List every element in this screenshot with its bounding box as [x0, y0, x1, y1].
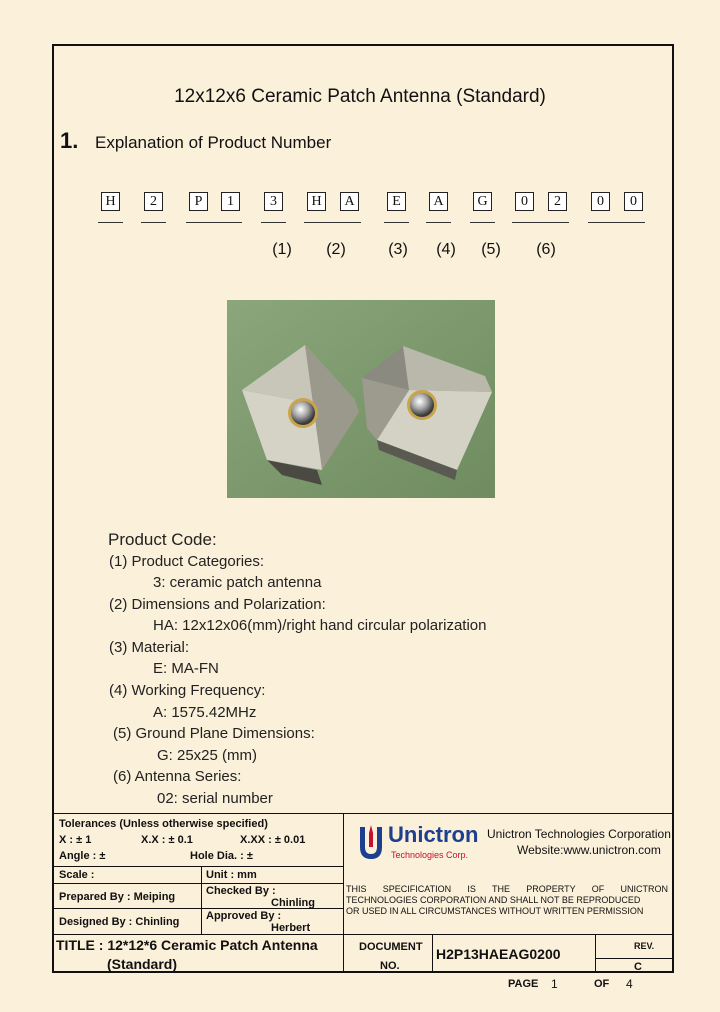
page-total: 4	[626, 977, 633, 991]
document-number: H2P13HAEAG0200	[436, 946, 561, 962]
pn-char: 0	[624, 192, 643, 211]
product-code-line: (6) Antenna Series:	[113, 768, 242, 785]
product-code-line: A: 1575.42MHz	[153, 704, 257, 721]
document-label: DOCUMENT	[359, 941, 423, 953]
approved-by-label: Approved By :	[206, 910, 282, 922]
rev-value: C	[634, 961, 642, 973]
section-title: Explanation of Product Number	[95, 133, 332, 152]
notice-line: OR USED IN ALL CIRCUMSTANCES WITHOUT WRITTEN PERMISSION	[346, 906, 644, 916]
product-code-line: (2) Dimensions and Polarization:	[109, 596, 326, 613]
pn-char: A	[429, 192, 448, 211]
page-number: 1	[551, 977, 558, 991]
pn-char: 0	[591, 192, 610, 211]
group-label: (2)	[326, 241, 346, 258]
pn-char: H	[101, 192, 120, 211]
divider	[52, 934, 674, 935]
title-line: TITLE : 12*12*6 Ceramic Patch Antenna	[56, 937, 318, 953]
product-code-line: E: MA-FN	[153, 660, 219, 677]
pn-underline	[98, 222, 123, 223]
logo-subtitle: Technologies Corp.	[391, 850, 469, 860]
pn-underline	[512, 222, 569, 223]
pn-char: G	[473, 192, 492, 211]
tolerance-xxx: X.XX : ± 0.01	[240, 834, 306, 846]
product-code-line: (1) Product Categories:	[109, 553, 265, 570]
company-website: Website:www.unictron.com	[517, 843, 661, 857]
divider	[595, 934, 596, 973]
company-name: Unictron Technologies Corporation	[487, 827, 671, 841]
pn-underline	[186, 222, 242, 223]
product-code-line: HA: 12x12x06(mm)/right hand circular polarization	[153, 617, 487, 634]
pn-underline	[304, 222, 361, 223]
divider	[343, 813, 344, 973]
tolerance-x: X : ± 1	[59, 834, 92, 846]
pn-char: 0	[515, 192, 534, 211]
product-code-line: (5) Ground Plane Dimensions:	[113, 725, 315, 742]
tolerances-heading: Tolerances (Unless otherwise specified)	[59, 818, 268, 830]
of-label: OF	[594, 978, 610, 990]
logo-wordmark: Unictron	[388, 822, 479, 847]
product-code-heading: Product Code:	[108, 530, 217, 549]
pn-underline	[384, 222, 409, 223]
product-code-line: G: 25x25 (mm)	[157, 747, 258, 764]
designed-by: Designed By : Chinling	[59, 916, 180, 928]
pn-char: 2	[144, 192, 163, 211]
pn-char: 1	[221, 192, 240, 211]
group-label: (4)	[436, 241, 456, 258]
product-code-line: 3: ceramic patch antenna	[153, 574, 322, 591]
divider	[432, 934, 433, 973]
section-number: 1.	[60, 128, 79, 153]
prepared-by: Prepared By : Meiping	[59, 891, 176, 903]
angle-tolerance: Angle : ±	[59, 850, 106, 862]
antenna-illustration	[227, 300, 495, 498]
divider	[52, 866, 343, 867]
no-label: NO.	[380, 960, 400, 972]
group-label: (1)	[272, 241, 292, 258]
divider	[52, 813, 674, 814]
title-line: (Standard)	[107, 956, 177, 972]
pn-char: H	[307, 192, 326, 211]
divider	[52, 883, 343, 884]
product-code-line: (3) Material:	[109, 639, 190, 656]
pn-underline	[261, 222, 286, 223]
notice-line: TECHNOLOGIES CORPORATION AND SHALL NOT BE REPRODUCED	[346, 895, 641, 905]
group-label: (5)	[481, 241, 501, 258]
notice-line: THIS SPECIFICATION IS THE PROPERTY OF UNICTRON	[346, 884, 668, 894]
scale-label: Scale :	[59, 869, 95, 881]
divider	[595, 958, 674, 959]
pn-underline	[588, 222, 645, 223]
rev-label: REV.	[634, 941, 655, 951]
hole-dia-tolerance: Hole Dia. : ±	[190, 850, 253, 862]
tolerance-xx: X.X : ± 0.1	[141, 834, 193, 846]
pn-underline	[141, 222, 166, 223]
page-label: PAGE	[508, 978, 539, 990]
pn-char: P	[189, 192, 208, 211]
unit-label: Unit : mm	[206, 869, 257, 881]
document-title: 12x12x6 Ceramic Patch Antenna (Standard)	[174, 86, 546, 107]
pn-char: A	[340, 192, 359, 211]
divider	[201, 866, 202, 934]
product-code-line: 02: serial number	[157, 790, 273, 807]
product-code-line: (4) Working Frequency:	[109, 682, 266, 699]
group-label: (3)	[388, 241, 408, 258]
pn-char: 2	[548, 192, 567, 211]
approved-by-name: Herbert	[271, 922, 311, 934]
group-label: (6)	[536, 241, 556, 258]
checked-by-label: Checked By :	[206, 885, 276, 897]
unictron-logo-icon	[356, 821, 386, 863]
checked-by-name: Chinling	[271, 897, 315, 909]
pn-char: 3	[264, 192, 283, 211]
pn-underline	[426, 222, 451, 223]
pn-char: E	[387, 192, 406, 211]
antenna-photo	[227, 300, 495, 498]
pn-underline	[470, 222, 495, 223]
